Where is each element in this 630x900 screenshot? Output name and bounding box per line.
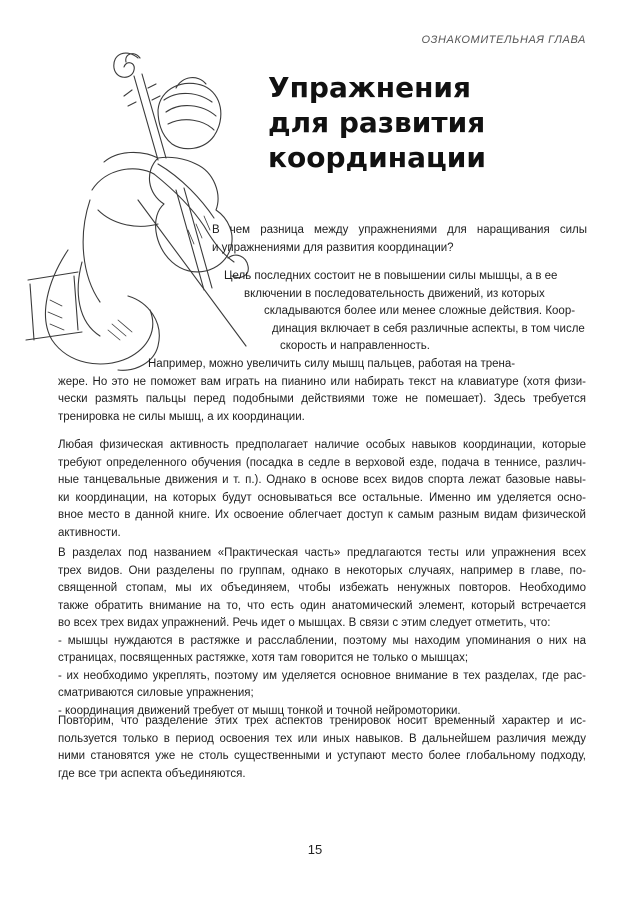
text-line: во всех трех видах упражнений. Речь идет о мышцах. В связи с этим следует отметить, что: [58,617,551,629]
text-line: включении в последовательность движений, из которых [244,287,545,300]
cellist-illustration [8,40,258,385]
text-line: Например, можно увеличить силу мышц пальцев, работая на трена- [148,358,516,370]
text-line: пользуется только в период освоения тех или иных навыков. В дальнейшем различия между [58,732,586,745]
paragraph-3 [58,437,586,542]
paragraph-5 [58,713,586,783]
text-line: вное место в данной книге. Их освоение облегчает доступ к самым разным видам физической [58,509,586,521]
text-line: складываются более или менее сложные действия. Коор- [264,305,576,317]
text-line: Любая физическая активность предполагает наличие особых навыков координации, которые [58,439,586,451]
text-line: страницах, посвященных растяжке, хотя там говорится не только о мышцах; [58,652,469,664]
text-line: динация включает в себя различные аспекты, в том числе [272,322,585,335]
text-line: В разделах под названием «Практическая часть» предлагаются тесты или упражнения всех [58,547,586,559]
page-title [268,70,598,175]
text-line: ные танцевальные движения и т. п.). Однако в основе всех видов спорта лежат базовые навы- [58,474,586,486]
page-number: 15 [307,842,323,857]
paragraph-4 [58,545,586,720]
cello-scroll [114,53,138,77]
text-line: и упражнениями для развития координации? [212,241,454,254]
title-line: для развития [268,106,486,139]
text-line: В чем разница между упражнениями для наращивания силы [212,224,587,236]
chair [26,272,82,340]
text-line: Цель последних состоит не в повышении силы мышцы, а в ее [224,270,558,282]
title-line: координации [268,141,486,174]
title-line: Упражнения [268,71,472,104]
text-line: жере. Но это не поможет вам играть на пианино или набирать текст на клавиатуре (хотя физи- [58,375,586,388]
intro-question [212,222,587,257]
text-line: активности. [58,526,121,539]
text-line: где все три аспекта объединяются. [58,767,246,780]
text-line: сматриваются силовые упражнения; [58,687,254,699]
text-line: - их необходимо укреплять, поэтому им уделяется основное внимание в тех разделах, где рас- [58,669,586,682]
text-line: скорость и направленность. [280,340,430,352]
text-line: Повторим, что разделение этих трех аспектов тренировок носит временный характер и ис- [58,715,586,727]
text-line: тренировка не силы мышц, а их координации. [58,410,305,423]
text-line: ки координации, на которых будут основываться все остальные. Именно им уделяется осно- [58,491,586,504]
text-line: ними становятся уже не столь существенными и уступают место более глобальному подходу, [58,750,586,762]
paragraph-1 [224,268,586,356]
text-line: - мышцы нуждаются в растяжке и расслаблении, поэтому мы находим упоминания о них на [58,634,586,647]
text-line: священной стопам, мы их объединяем, чтобы избежать ненужных повторов. Необходимо [58,582,586,594]
text-line: чески размять пальцы перед подобными действиями тоже не помешает). Здесь требуется [58,393,586,405]
torso [83,152,158,302]
text-line: также обратить внимание на то, что есть один анатомический элемент, который встречается [58,599,586,612]
chapter-header: ОЗНАКОМИТЕЛЬНАЯ ГЛАВА [421,34,586,46]
text-line: трех видов. Они разделены по группам, однако в некоторых случаях, например в главе, по- [58,564,586,577]
paragraph-2 [58,356,586,426]
legs [45,250,152,364]
text-line: требуют определенного обучения (посадка в седле в верховой езде, подача в теннисе, различ- [58,456,586,469]
text-line: - координация движений требует от мышц тонкой и точной нейромоторики. [58,704,461,717]
